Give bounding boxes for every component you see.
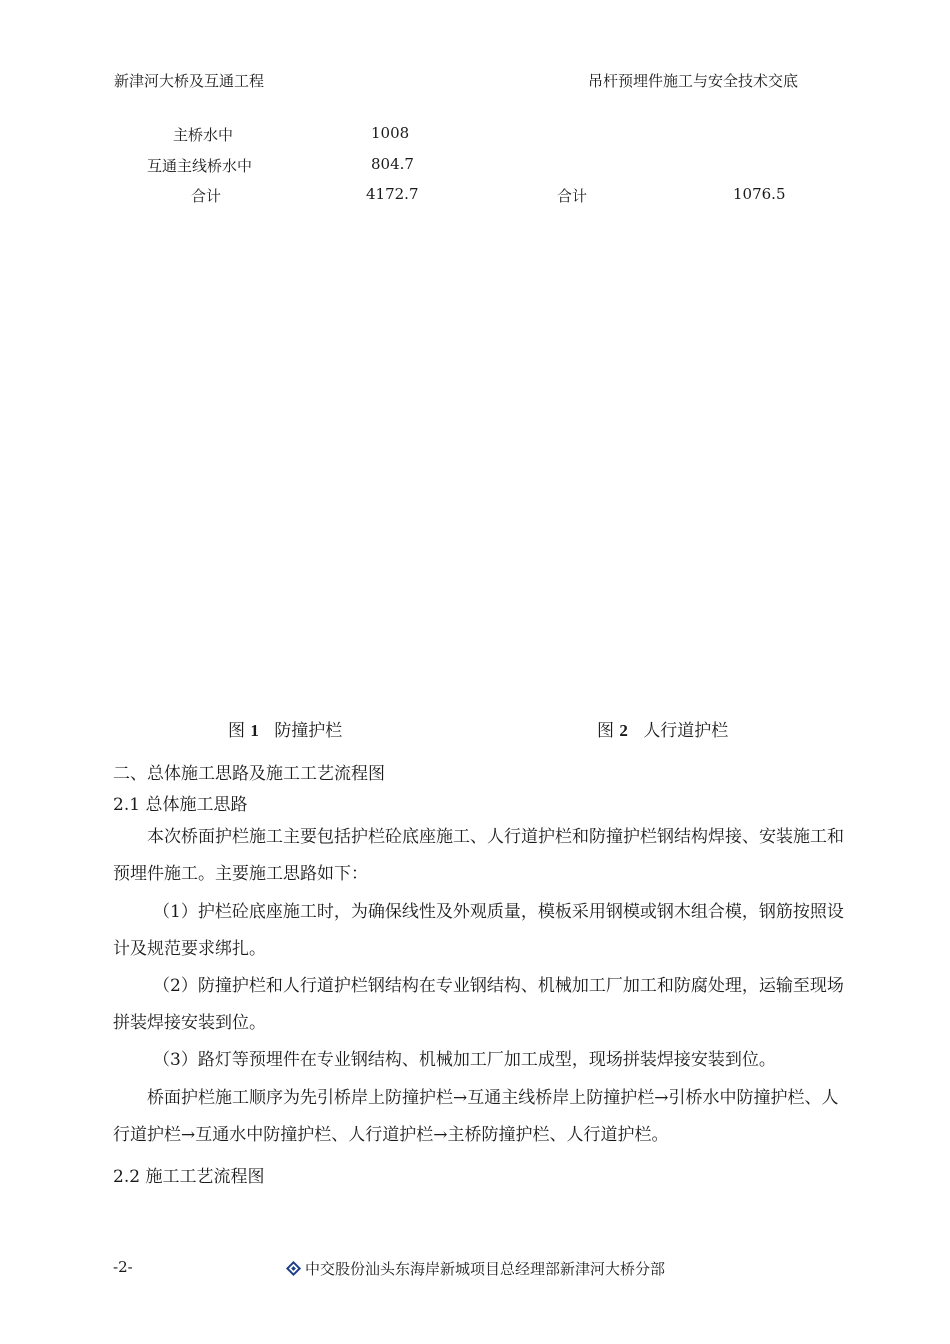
subsection-2-2-heading: 2.2 施工工艺流程图 [113, 1167, 265, 1187]
table-row-1-name: 主桥水中 [173, 126, 234, 144]
paragraph-item-1: （1）护栏砼底座施工时，为确保线性及外观质量，模板采用钢模或钢木组合模，钢筋按照设计及规范要求绑扎。 [113, 902, 844, 959]
footer-org-text: 中交股份汕头东海岸新城项目总经理部新津河大桥分部 [305, 1260, 666, 1278]
figure-2-label: 图 [597, 721, 614, 741]
figure-1-title: 防撞护栏 [274, 721, 343, 741]
table-row-3-value: 4172.7 [366, 185, 419, 203]
paragraph-sequence: 桥面护栏施工顺序为先引桥岸上防撞护栏→互通主线桥岸上防撞护栏→引桥水中防撞护栏、人行道护栏→互通水中防撞护栏、人行道护栏→主桥防撞护栏、人行道护栏。 [113, 1088, 839, 1145]
figure-1-label: 图 [228, 721, 245, 741]
paragraph-intro: 本次桥面护栏施工主要包括护栏砼底座施工、人行道护栏和防撞护栏钢结构焊接、安装施工和预埋件施工。主要施工思路如下： [113, 827, 844, 884]
section-heading: 二、总体施工思路及施工工艺流程图 [113, 764, 385, 784]
figure-1-caption [228, 716, 342, 741]
footer-org [285, 1258, 665, 1281]
header-left: 新津河大桥及互通工程 [114, 72, 265, 90]
figure-2-title: 人行道护栏 [643, 721, 729, 741]
table-row-3-name: 合计 [191, 187, 222, 205]
figure-2-caption [597, 716, 728, 741]
table-row-3-name2: 合计 [557, 187, 588, 205]
subsection-2-1-heading: 2.1 总体施工思路 [113, 795, 248, 815]
page-number: -2- [113, 1258, 133, 1276]
figure-1-number: 1 [250, 721, 259, 740]
company-logo-icon [285, 1260, 302, 1281]
paragraph-item-2: （2）防撞护栏和人行道护栏钢结构在专业钢结构、机械加工厂加工和防腐处理，运输至现场拼装焊接安装到位。 [113, 976, 844, 1033]
figure-2-number: 2 [619, 721, 628, 740]
header-right: 吊杆预埋件施工与安全技术交底 [588, 72, 799, 90]
paragraph-item-3: （3）路灯等预埋件在专业钢结构、机械加工厂加工成型，现场拼装焊接安装到位。 [153, 1050, 776, 1070]
table-row-3-value2: 1076.5 [733, 185, 786, 203]
table-row-2-value: 804.7 [371, 155, 414, 173]
table-row-2-name: 互通主线桥水中 [147, 157, 253, 175]
table-row-1-value: 1008 [371, 124, 410, 142]
